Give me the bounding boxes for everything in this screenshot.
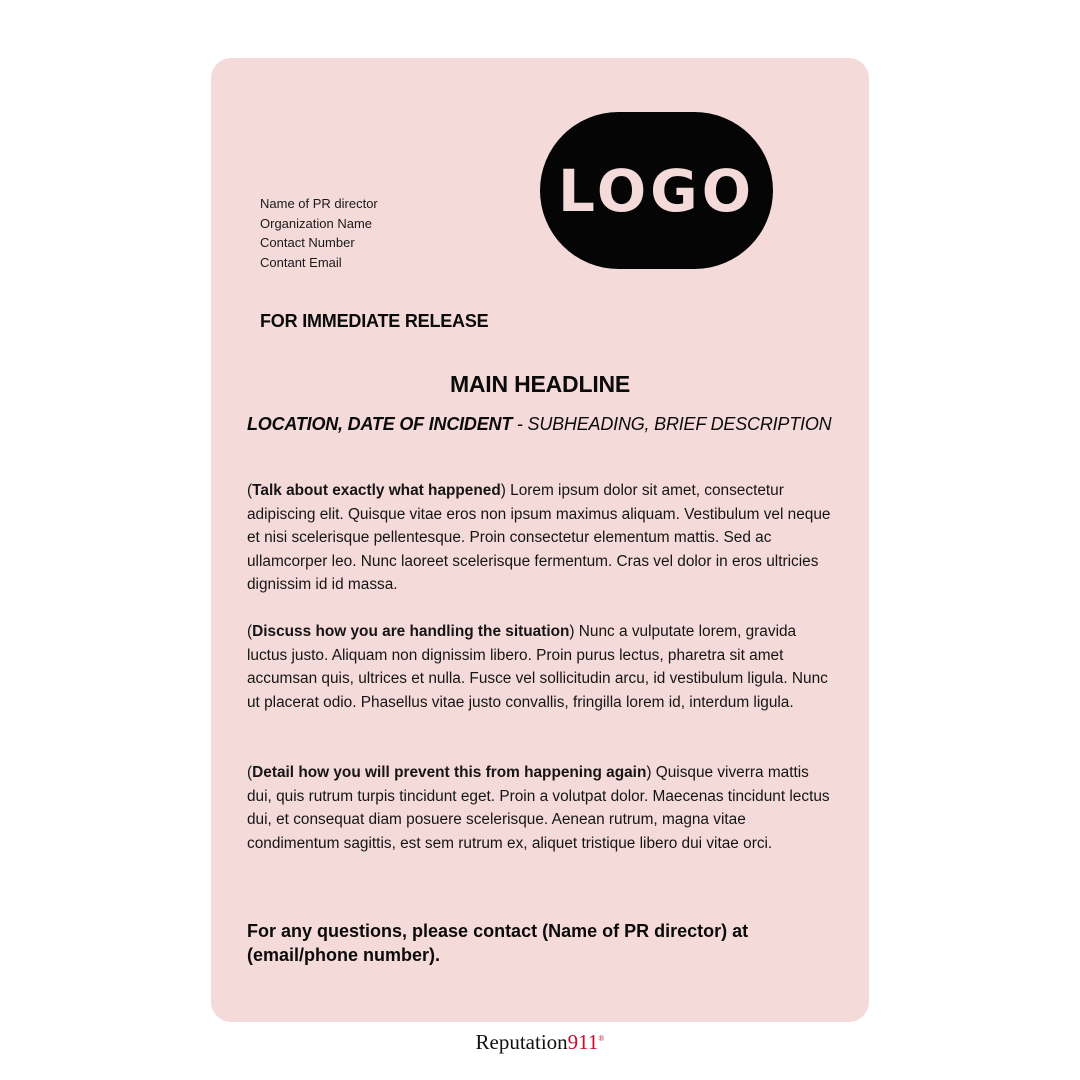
paragraph-body: ) Quisque viverra mattis dui, quis rutrum turpis tincidunt eget. Proin a volutpat dolor. Maecenas tincidunt lectus dui, et consequat diam posuere scelerisque. Aenean rutrum, magna vitae condimentum sagittis, est sem rutrum ex, aliquet tristique libero dui vitae orci. <box>247 764 830 852</box>
subheading <box>247 414 831 435</box>
contact-email: Contant Email <box>260 254 342 270</box>
contact-phone: Contact Number <box>260 235 355 250</box>
paragraph-handling <box>247 620 837 714</box>
brand-name: Reputation <box>475 1030 568 1054</box>
subheading-description: - SUBHEADING, BRIEF DESCRIPTION <box>512 414 832 434</box>
contact-director: Name of PR director <box>260 196 378 211</box>
paragraph-prevention <box>247 761 837 855</box>
closing-contact-line: For any questions, please contact (Name of PR director) at (email/phone number). <box>247 921 749 965</box>
paragraph-body: ) Nunc a vulputate lorem, gravida luctus justo. Aliquam non dignissim libero. Proin purus lectus, pharetra sit amet accumsan quis, ultrices et nulla. Fusce vel sollicitudin arcu, id vestibulum ligula. Nunc ut placerat odio. Phasellus vitae justo convallis, fringilla lorem id, interdum ligula. <box>247 623 828 711</box>
logo-placeholder <box>540 112 773 269</box>
brand-number: 911 <box>567 1030 599 1054</box>
brand-logo <box>0 1030 1080 1055</box>
contact-block <box>260 194 378 272</box>
registered-mark-icon: ® <box>598 1034 605 1043</box>
paragraph-open-paren: ( <box>247 623 253 640</box>
paragraph-what-happened <box>247 479 837 597</box>
press-release-card <box>211 58 869 1022</box>
subheading-location-date: LOCATION, DATE OF INCIDENT <box>247 414 513 434</box>
paragraph-open-paren: ( <box>247 482 253 499</box>
release-label: FOR IMMEDIATE RELEASE <box>260 311 489 331</box>
logo-text: LOGO <box>557 156 756 225</box>
paragraph-lead: Discuss how you are handling the situation <box>252 623 570 640</box>
paragraph-lead: Detail how you will prevent this from happening again <box>252 764 647 781</box>
paragraph-body: ) Lorem ipsum dolor sit amet, consectetur adipiscing elit. Quisque vitae eros non ipsum maximus aliquam. Vestibulum vel neque et nisi scelerisque pellentesque. Proin consectetur elementum mattis. Sed ac ullamcorper leo. Nunc laoreet scelerisque fermentum. Cras vel dolor in eros ultricies dignissim id id massa. <box>247 482 831 593</box>
paragraph-lead: Talk about exactly what happened <box>252 482 501 499</box>
main-headline: MAIN HEADLINE <box>449 371 631 397</box>
contact-organization: Organization Name <box>260 215 372 231</box>
paragraph-open-paren: ( <box>247 764 253 781</box>
